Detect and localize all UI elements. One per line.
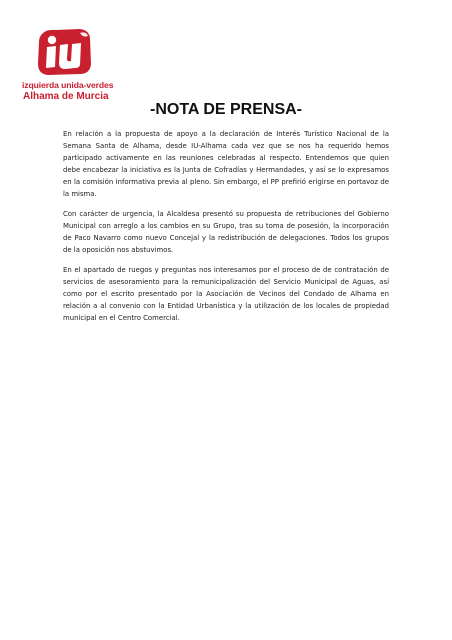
iu-logo-icon — [36, 28, 92, 76]
press-release-body — [63, 128, 389, 332]
paragraph: En el apartado de ruegos y preguntas nos interesamos por el proceso de de contratación de servicios de asesoramiento para la remunicipalización del Servicio Municipal de Aguas, así como por el escrito presentado por la Asociación de Vecinos del Condado de Alhama en relación a al convenio con la Entidad Urbanística y la utilización de los locales de propiedad municipal en el Centro Comercial. — [63, 266, 389, 322]
logo-text-location: Alhama de Murcia — [23, 91, 109, 102]
paragraph: En relación a la propuesta de apoyo a la declaración de Interés Turístico Nacional de la Semana Santa de Alhama, desde IU-Alhama cada vez que se nos ha requerido hemos participado activamente en las reuniones celebradas al respecto. Entendemos que quien debe encabezar la iniciativa es la Junta de Cofradías y Hermandades, y así se lo expresamos en la comisión informativa previa al pleno. Sin embargo, el PP prefirió erigirse en portavoz de la misma. — [63, 130, 389, 198]
paragraph: Con carácter de urgencia, la Alcaldesa presentó su propuesta de retribuciones del Gobierno Municipal con arreglo a los cambios en su Grupo, tras su toma de posesión, la incorporación de Paco Navarro como nuevo Concejal y la redistribución de delegaciones. Todos los grupos de la oposición nos abstuvimos. — [63, 210, 389, 254]
logo-text-party: izquierda unida-verdes — [22, 80, 114, 90]
page-title: -NOTA DE PRENSA- — [150, 101, 302, 118]
